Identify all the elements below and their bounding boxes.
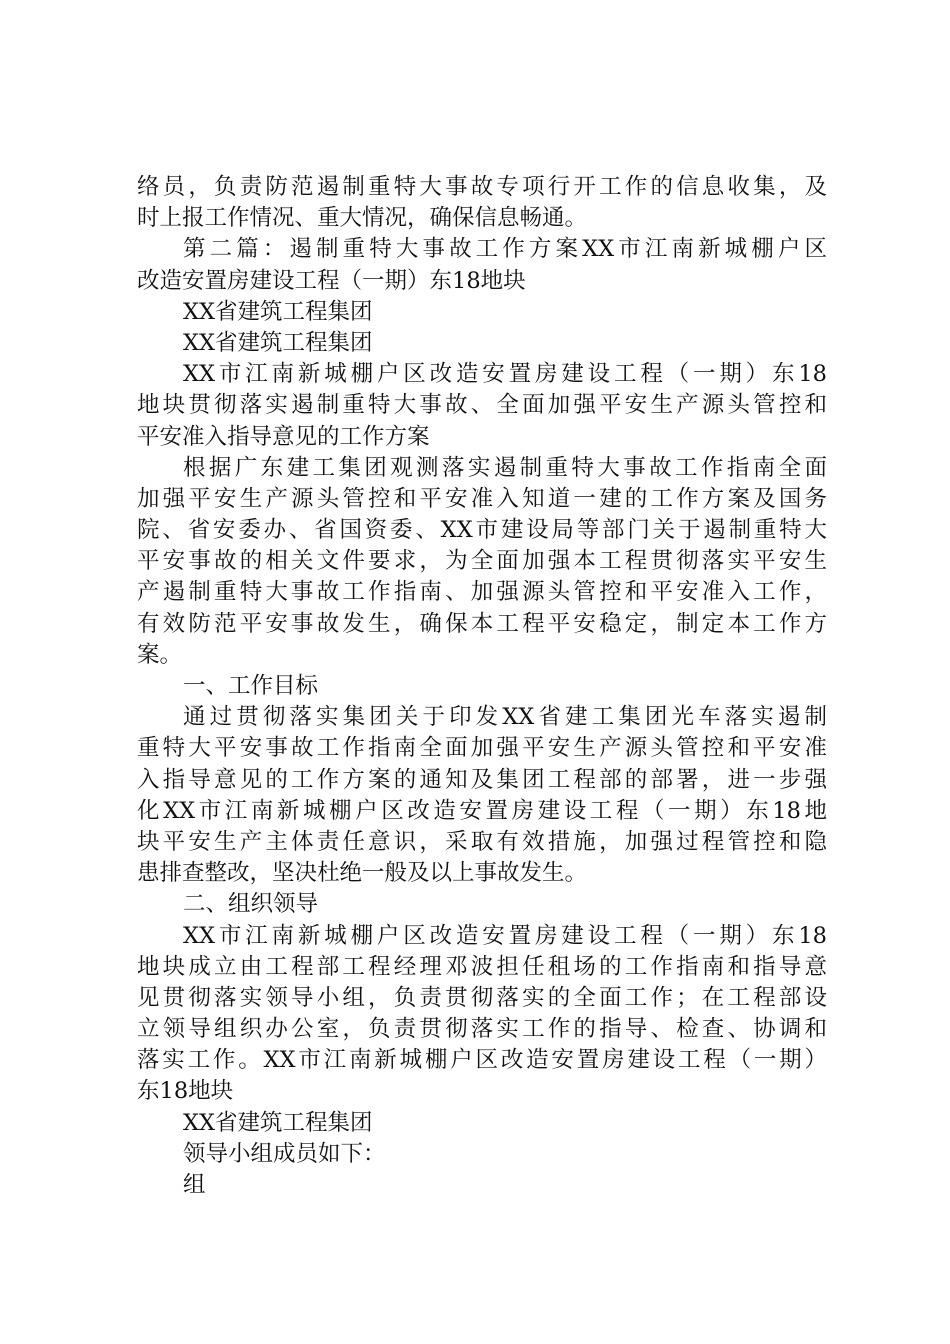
document-line: 第二篇：遏制重特大事故工作方案XX市江南新城棚户区 — [183, 236, 827, 263]
document-line: XX市江南新城棚户区改造安置房建设工程（一期）东18 — [183, 361, 827, 388]
document-line: 二、组织领导 — [183, 891, 319, 918]
document-line: 块平安生产主体责任意识，采取有效措施，加强过程管控和隐 — [137, 828, 827, 855]
document-line: 平安准入指导意见的工作方案 — [137, 423, 430, 450]
document-line: XX省建筑工程集团 — [183, 298, 373, 325]
document-line: 组 — [183, 1172, 206, 1198]
document-line: 患排查整改，坚决杜绝一般及以上事故发生。 — [137, 860, 588, 887]
document-line: XX省建筑工程集团 — [183, 329, 373, 356]
document-line: 络员，负责防范遏制重特大事故专项行开工作的信息收集，及 — [137, 174, 827, 200]
document-line: 地块贯彻落实遏制重特大事故、全面加强平安生产源头管控和 — [137, 392, 827, 419]
document-line: XX市江南新城棚户区改造安置房建设工程（一期）东18 — [183, 922, 827, 949]
document-line: 时上报工作情况、重大情况，确保信息畅通。 — [137, 205, 588, 232]
document-line: XX省建筑工程集团 — [183, 1109, 373, 1136]
document-line: 院、省安委办、省国资委、XX市建设局等部门关于遏制重特大 — [137, 517, 827, 544]
document-line: 落实工作。XX市江南新城棚户区改造安置房建设工程（一期） — [137, 1047, 827, 1074]
document-line: 重特大平安事故工作指南全面加强平安生产源头管控和平安准 — [137, 735, 827, 762]
document-line: 平安事故的相关文件要求，为全面加强本工程贯彻落实平安生 — [137, 548, 827, 575]
document-line: 加强平安生产源头管控和平安准入知道一建的工作方案及国务 — [137, 485, 827, 512]
document-line: 根据广东建工集团观测落实遏制重特大事故工作指南全面 — [183, 454, 827, 481]
document-line: 改造安置房建设工程（一期）东18地块 — [137, 267, 526, 294]
document-line: 立领导组织办公室，负责贯彻落实工作的指导、检查、协调和 — [137, 1016, 827, 1043]
document-line: 东18地块 — [137, 1078, 234, 1105]
document-line: 入指导意见的工作方案的通知及集团工程部的部署，进一步强 — [137, 766, 827, 793]
document-line: 地块成立由工程部工程经理邓波担任租场的工作指南和指导意 — [137, 953, 827, 980]
document-line: 案。 — [137, 641, 183, 668]
document-line: 领导小组成员如下： — [183, 1140, 386, 1167]
document-line: 产遏制重特大事故工作指南、加强源头管控和平安准入工作， — [137, 579, 827, 606]
document-line: 一、工作目标 — [183, 673, 319, 699]
document-line: 化XX市江南新城棚户区改造安置房建设工程（一期）东18地 — [137, 797, 827, 824]
document-line: 有效防范平安事故发生，确保本工程平安稳定，制定本工作方 — [137, 610, 827, 637]
document-body — [137, 172, 827, 1201]
document-line: 见贯彻落实领导小组，负责贯彻落实的全面工作；在工程部设 — [137, 984, 827, 1011]
document-line: 通过贯彻落实集团关于印发XX省建工集团光车落实遏制 — [183, 704, 827, 731]
